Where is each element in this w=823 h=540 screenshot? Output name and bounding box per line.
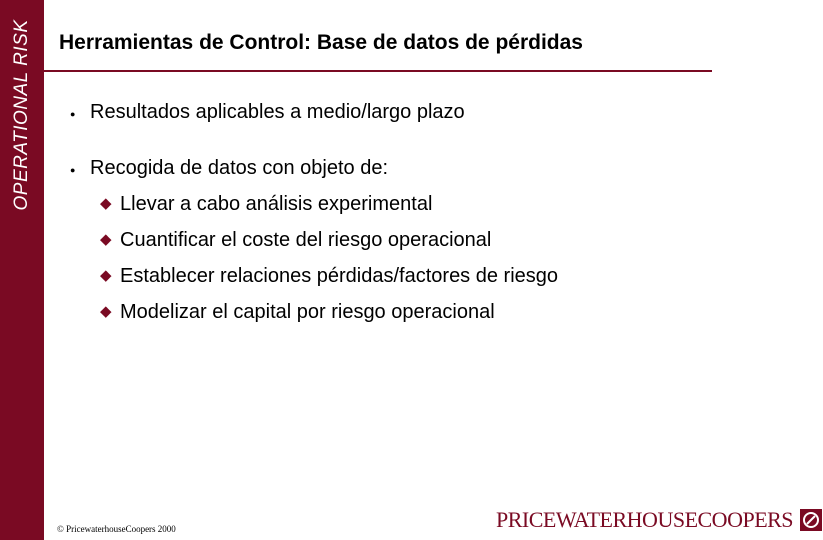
sub-bullet-item [100, 222, 710, 258]
slide-title: Herramientas de Control: Base de datos de pérdidas [59, 31, 583, 54]
sub-bullet-text: Modelizar el capital por riesgo operacional [120, 301, 495, 323]
bullet-text: Recogida de datos con objeto de: [90, 157, 388, 179]
slide-content [70, 96, 710, 330]
bullet-item [70, 152, 710, 186]
sub-bullet-text: Llevar a cabo análisis experimental [120, 193, 433, 215]
sidebar [0, 0, 44, 540]
copyright-text: © PricewaterhouseCoopers 2000 [57, 524, 176, 534]
diamond-icon: ◆ [100, 231, 112, 248]
pwc-logo [496, 507, 823, 533]
sub-bullet-item [100, 258, 710, 294]
title-divider [44, 70, 712, 72]
bullet-item [70, 96, 710, 130]
sub-bullet-list [70, 186, 710, 330]
logo-wordmark: PRICEWATERHOUSECOOPERS [496, 507, 794, 532]
sub-bullet-item [100, 294, 710, 330]
diamond-icon: ◆ [100, 195, 112, 212]
diamond-icon: ◆ [100, 303, 112, 320]
sub-bullet-item [100, 186, 710, 222]
diamond-icon: ◆ [100, 267, 112, 284]
sidebar-label: OPERATIONAL RISK [11, 19, 32, 211]
dot-icon: ● [70, 109, 76, 119]
dot-icon: ● [70, 165, 76, 175]
bullet-text: Resultados aplicables a medio/largo plazo [90, 101, 465, 123]
sub-bullet-text: Establecer relaciones pérdidas/factores de riesgo [120, 265, 559, 287]
pwc-logo-icon [799, 508, 823, 532]
sub-bullet-text: Cuantificar el coste del riesgo operacional [120, 229, 492, 251]
